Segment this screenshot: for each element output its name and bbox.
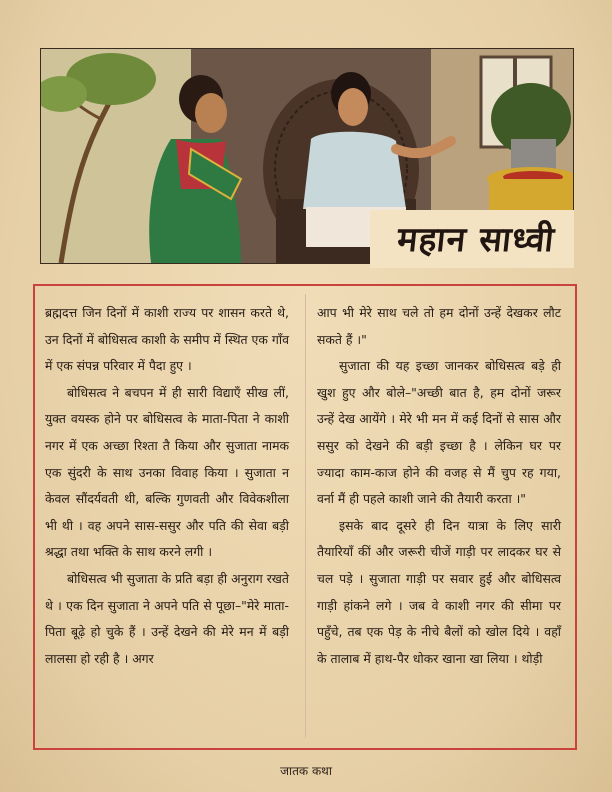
paragraph: बोधिसत्व ने बचपन में ही सारी विद्याएँ सीख लीं, युक्त वयस्क होने पर बोधिसत्व के माता-पिता ने काशी नगर में एक अच्छा रिश्ता तै किया और सुजाता नामक एक सुंदरी के साथ उनका विवाह किया । सुजाता न केवल सौंदर्यवती थी, बल्कि गुणवती और विवेकशीला भी थी । वह अपने सास-ससुर और पति की सेवा बड़ी श्रद्धा तथा भक्ति के साथ करने लगी । bbox=[45, 384, 289, 560]
column-divider bbox=[305, 294, 306, 738]
story-title: महान साध्वी bbox=[395, 220, 557, 260]
text-frame bbox=[33, 284, 577, 750]
paragraph: ब्रह्मदत्त जिन दिनों में काशी राज्य पर शासन करते थे, उन दिनों में बोधिसत्व काशी के समीप में स्थित एक गाँव में एक संपन्न परिवार में पैदा हुए । bbox=[45, 305, 289, 374]
paragraph: इसके बाद दूसरे ही दिन यात्रा के लिए सारी तैयारियाँ कीं और जरूरी चीजें गाड़ी पर लादकर घर से चल पड़े । सुजाता गाड़ी पर सवार हुई और बोधिसत्व गाड़ी हांकने लगे । जब वे काशी नगर की सीमा पर पहुँचे, तब एक पेड़ के नीचे बैलों को खोल दिये । वहाँ के तालाब में हाथ-पैर धोकर खाना खा लिया । थोड़ी bbox=[317, 517, 561, 666]
paragraph: बोधिसत्व भी सुजाता के प्रति बड़ा ही अनुराग रखते थे । एक दिन सुजाता ने अपने पति से पूछा–"मेरे माता-पिता बूढ़े हो चुके हैं । उन्हें देखने की मेरे मन में बड़ी लालसा हो रही है । अगर bbox=[45, 570, 289, 666]
paragraph: आप भी मेरे साथ चले तो हम दोनों उन्हें देखकर लौट सकते हैं ।" bbox=[317, 305, 561, 347]
left-column bbox=[45, 300, 289, 672]
right-column bbox=[317, 300, 561, 672]
page-footer: जातक कथा bbox=[280, 764, 332, 778]
paragraph: सुजाता की यह इच्छा जानकर बोधिसत्व बड़े ही खुश हुए और बोले–"अच्छी बात है, हम दोनों जरूर उन्हें देख आयेंगे । मेरे भी मन में कई दिनों से सास और ससुर को देखने की बड़ी इच्छा है । लेकिन घर पर ज्यादा काम-काज होने की वजह से मैं चुप रह गया, वर्ना मैं ही पहले काशी जाने की तैयारी करता ।" bbox=[317, 358, 561, 507]
